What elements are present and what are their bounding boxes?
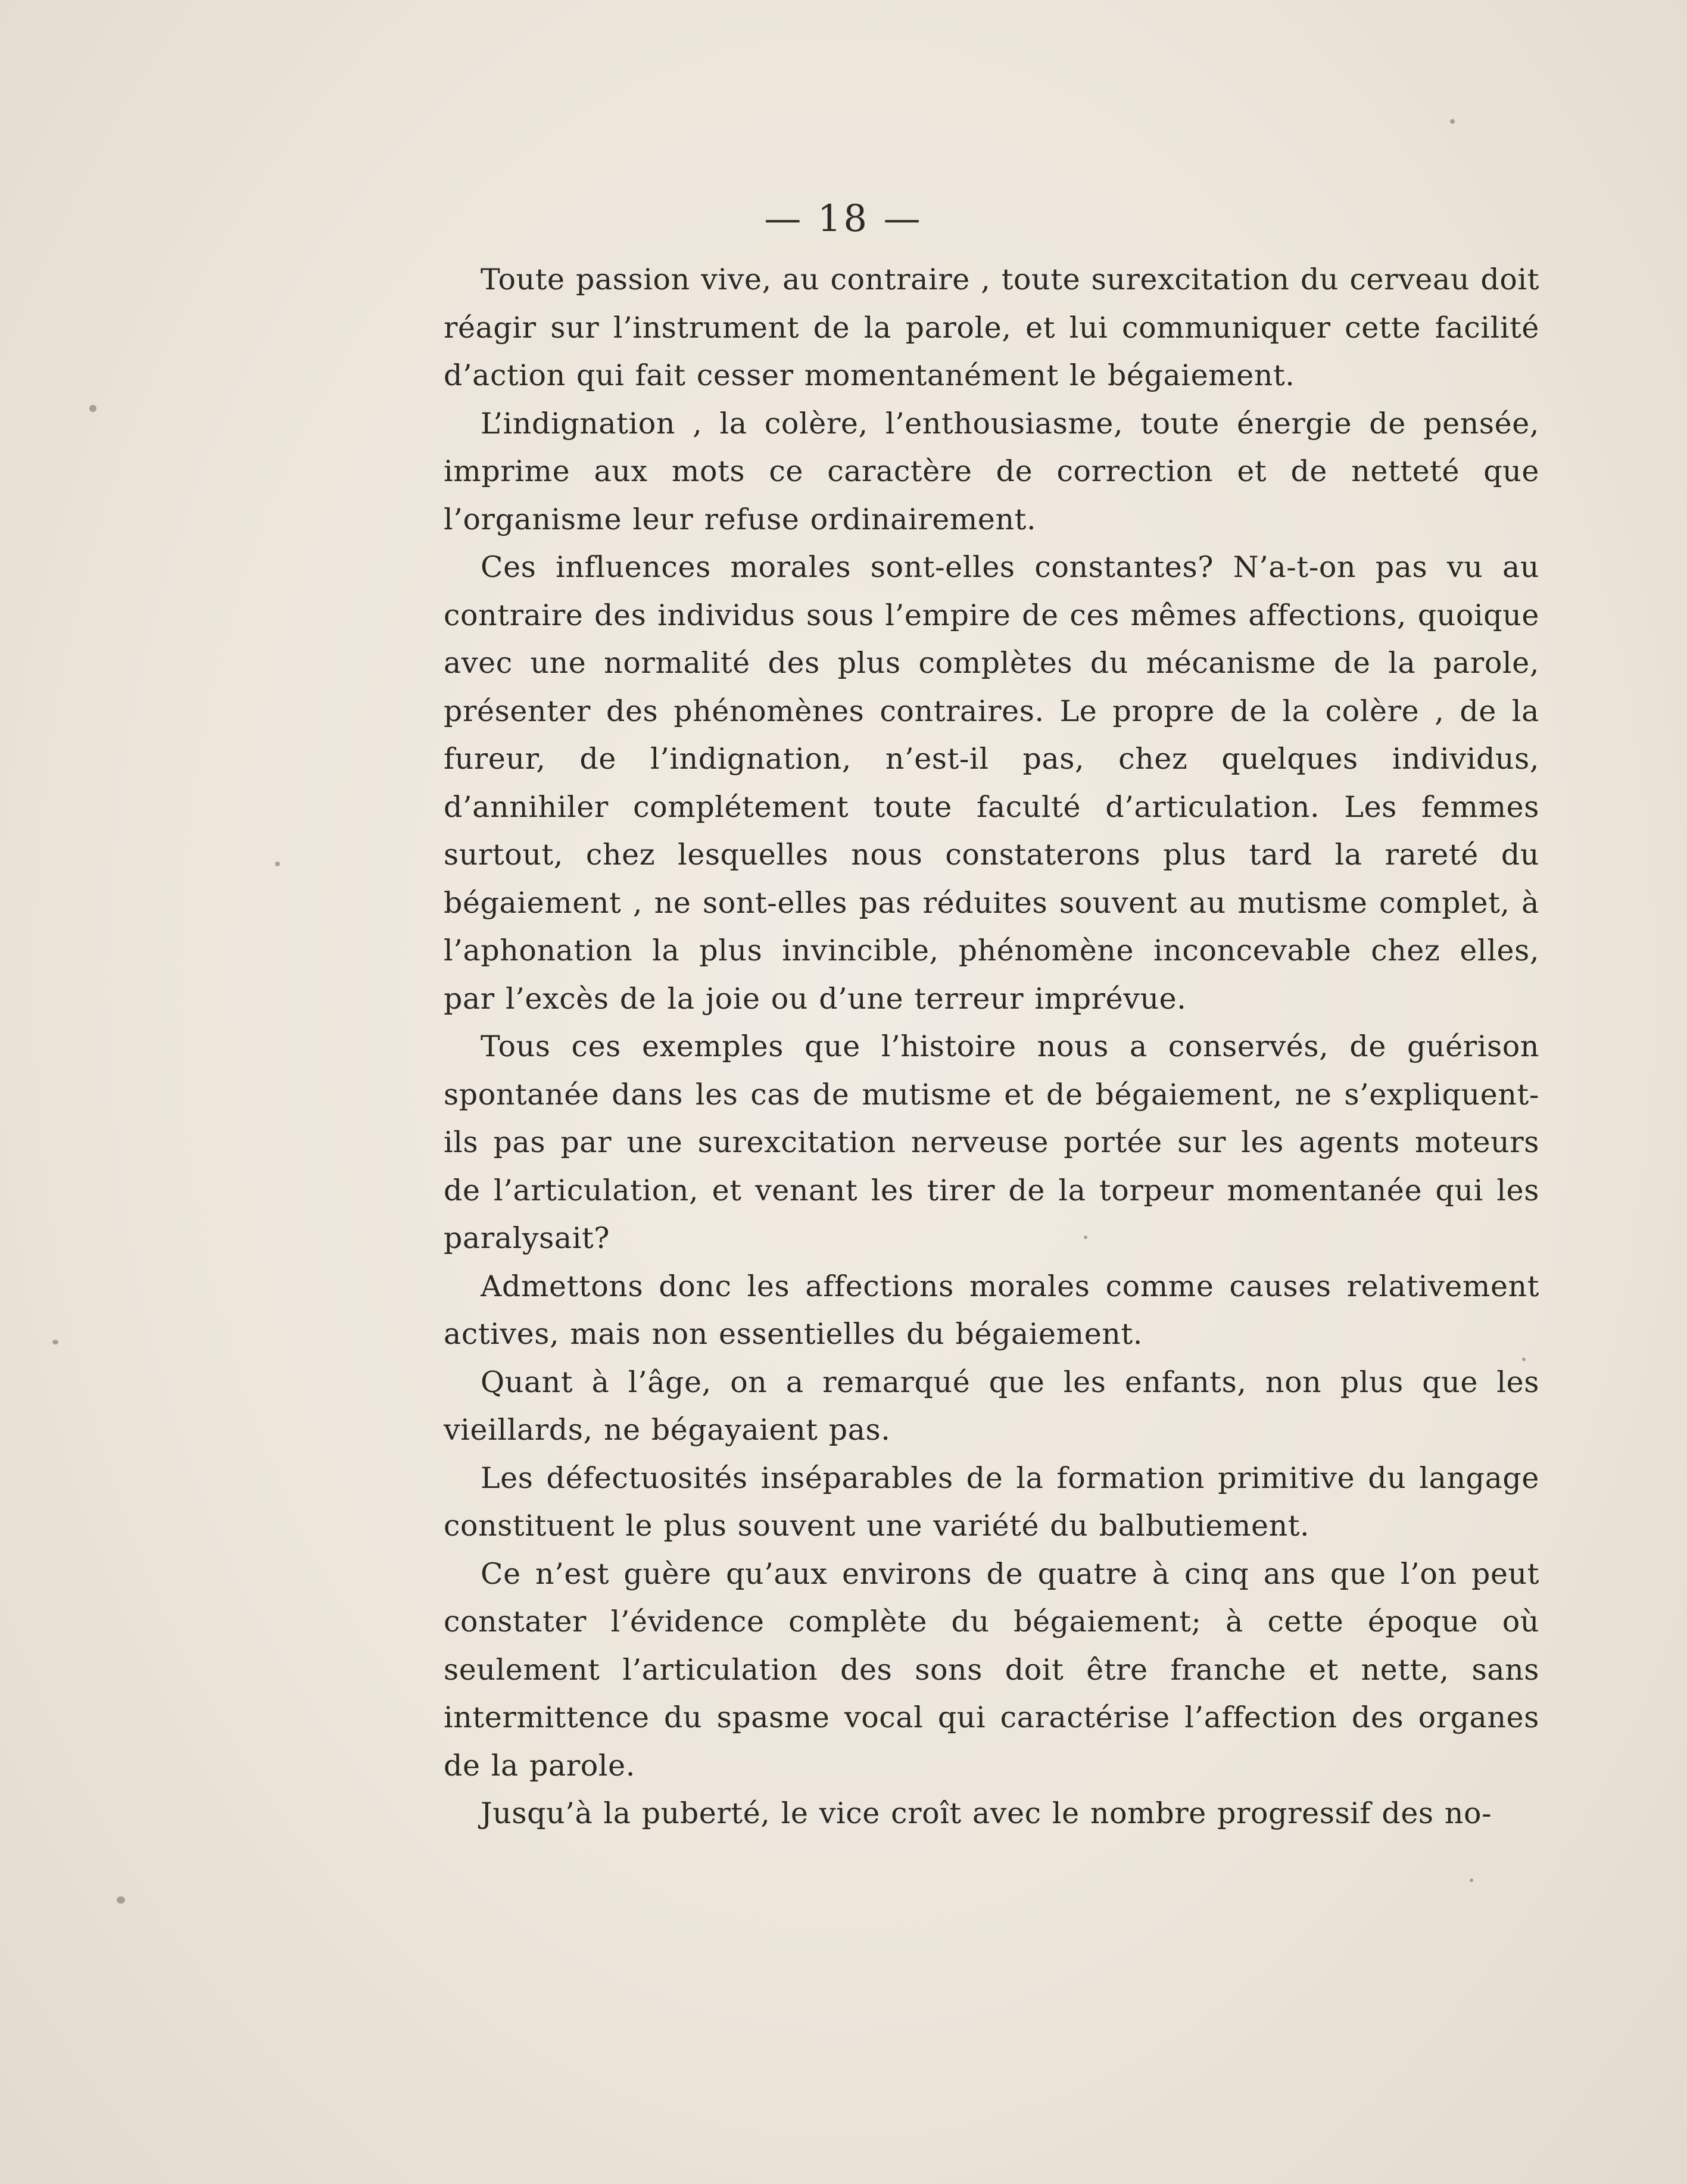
paragraph: Toute passion vive, au contraire , toute surexcitation du cerveau doit réagir sur l’instrument de la parole, et lui communiquer cette facilité d’action qui fait cesser momentanément le bégaiement. bbox=[444, 263, 1539, 392]
paper-speck bbox=[1450, 119, 1455, 124]
body-text bbox=[444, 256, 1539, 1838]
paper-speck bbox=[1470, 1879, 1473, 1882]
paragraph: Jusqu’à la puberté, le vice croît avec le nombre progressif des no- bbox=[481, 1796, 1492, 1830]
paper-speck bbox=[117, 1896, 125, 1904]
paper-speck bbox=[89, 405, 96, 412]
paper-speck bbox=[1084, 1235, 1087, 1239]
paragraph: Les défectuosités inséparables de la formation primitive du langage constituent le plus souvent une variété du balbutiement. bbox=[444, 1461, 1539, 1543]
paragraph: Ce n’est guère qu’aux environs de quatre à cinq ans que l’on peut constater l’évidence complète du bégaiement; à cette époque où seulement l’articulation des sons doit être franche et nette, sans intermittence du spasme vocal qui caractérise l’affection des organes de la parole. bbox=[444, 1556, 1539, 1783]
paragraph: Ces influences morales sont-elles constantes? N’a-t-on pas vu au contraire des individus sous l’empire de ces mêmes affections, quoique avec une normalité des plus complètes du mécanisme de la parole, présenter des phénomènes contraires. Le propre de la colère , de la fureur, de l’indignation, n’est-il pas, chez quelques individus, d’annihiler complétement toute faculté d’articulation. Les femmes surtout, chez lesquelles nous constaterons plus tard la rareté du bégaiement , ne sont-elles pas réduites souvent au mutisme complet, à l’aphonation la plus invincible, phénomène inconcevable chez elles, par l’excès de la joie ou d’une terreur imprévue. bbox=[444, 550, 1539, 1016]
paragraph: Tous ces exemples que l’histoire nous a conservés, de guérison spontanée dans les cas de mutisme et de bégaiement, ne s’expliquent-ils pas par une surexcitation nerveuse portée sur les agents moteurs de l’articulation, et venant les tirer de la torpeur momentanée qui les paralysait? bbox=[444, 1029, 1539, 1255]
paper-speck bbox=[275, 862, 280, 866]
paper-speck bbox=[52, 1340, 58, 1344]
paragraph: L’indignation , la colère, l’enthousiasme, toute énergie de pensée, imprime aux mots ce caractère de correction et de netteté que l’organisme leur refuse ordinairement. bbox=[444, 406, 1539, 536]
page-number: — 18 — bbox=[764, 196, 923, 240]
paragraph: Quant à l’âge, on a remarqué que les enfants, non plus que les vieillards, ne bégayaient pas. bbox=[444, 1365, 1539, 1447]
paragraph: Admettons donc les affections morales comme causes relativement actives, mais non essentielles du bégaiement. bbox=[444, 1269, 1539, 1351]
paper-speck bbox=[1522, 1358, 1526, 1361]
